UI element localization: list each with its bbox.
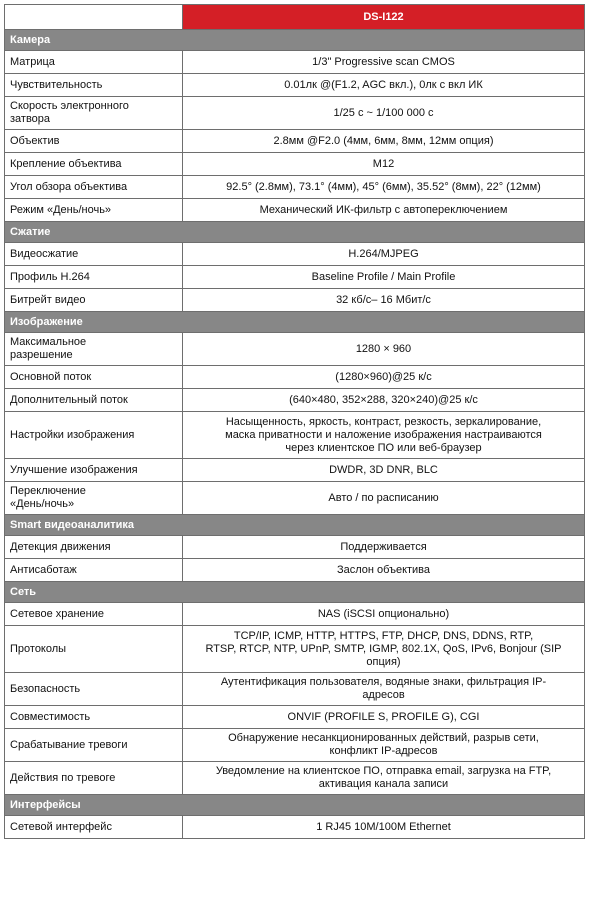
spec-value-line: конфликт IP-адресов bbox=[329, 745, 438, 757]
spec-key-line: Протоколы bbox=[10, 642, 67, 655]
header-blank-cell bbox=[5, 5, 183, 30]
spec-value bbox=[183, 289, 585, 312]
spec-key-line: разрешение bbox=[10, 349, 73, 361]
spec-value-line: H.264/MJPEG bbox=[348, 247, 419, 260]
spec-value-line: (640×480, 352×288, 320×240)@25 к/с bbox=[289, 393, 478, 406]
spec-key bbox=[5, 176, 183, 199]
spec-key bbox=[5, 816, 183, 839]
spec-key bbox=[5, 603, 183, 626]
spec-row bbox=[5, 482, 585, 515]
spec-value-line: Механический ИК-фильтр с автопереключением bbox=[259, 203, 508, 216]
spec-key bbox=[5, 536, 183, 559]
spec-key bbox=[5, 762, 183, 795]
spec-key-line: Объектив bbox=[10, 134, 60, 147]
spec-value-line: 1/25 с ~ 1/100 000 с bbox=[333, 106, 434, 119]
section-header-row bbox=[5, 515, 585, 536]
spec-row bbox=[5, 389, 585, 412]
spec-key-line: Видеосжатие bbox=[10, 247, 79, 260]
spec-row bbox=[5, 176, 585, 199]
spec-value bbox=[183, 673, 585, 706]
spec-row bbox=[5, 366, 585, 389]
spec-key bbox=[5, 673, 183, 706]
spec-key bbox=[5, 130, 183, 153]
spec-key-line: Сетевой интерфейс bbox=[10, 820, 112, 833]
spec-value bbox=[183, 706, 585, 729]
spec-value-line: опция) bbox=[366, 655, 401, 668]
spec-key-line: Крепление объектива bbox=[10, 157, 122, 170]
spec-table bbox=[4, 4, 585, 839]
spec-row bbox=[5, 706, 585, 729]
spec-value-line: адресов bbox=[362, 689, 405, 701]
spec-value bbox=[183, 243, 585, 266]
spec-value bbox=[183, 199, 585, 222]
spec-value bbox=[183, 459, 585, 482]
spec-value bbox=[183, 559, 585, 582]
spec-value bbox=[183, 482, 585, 515]
spec-key-line: Действия по тревоге bbox=[10, 771, 116, 784]
spec-value bbox=[183, 74, 585, 97]
spec-value-line: 1/3" Progressive scan CMOS bbox=[312, 55, 455, 68]
table-header-row bbox=[5, 5, 585, 30]
spec-key bbox=[5, 389, 183, 412]
spec-value-line: через клиентское ПО или веб-браузер bbox=[285, 441, 482, 454]
spec-key bbox=[5, 412, 183, 459]
spec-value-line: Обнаружение несанкционированных действий, разрыв сети, bbox=[228, 732, 539, 744]
spec-value bbox=[183, 366, 585, 389]
section-header-row bbox=[5, 30, 585, 51]
spec-key bbox=[5, 97, 183, 130]
spec-value-line: 1 RJ45 10M/100M Ethernet bbox=[316, 820, 451, 833]
spec-value bbox=[183, 816, 585, 839]
spec-row bbox=[5, 536, 585, 559]
spec-row bbox=[5, 199, 585, 222]
spec-value bbox=[183, 729, 585, 762]
spec-key bbox=[5, 153, 183, 176]
spec-value-line: 2.8мм @F2.0 (4мм, 6мм, 8мм, 12мм опция) bbox=[273, 134, 494, 147]
spec-table-body bbox=[5, 5, 585, 839]
section-header-row bbox=[5, 582, 585, 603]
spec-key-line: «День/ночь» bbox=[10, 498, 75, 510]
section-header-row bbox=[5, 312, 585, 333]
spec-row bbox=[5, 74, 585, 97]
spec-value bbox=[183, 603, 585, 626]
spec-value bbox=[183, 51, 585, 74]
spec-row bbox=[5, 459, 585, 482]
spec-key-line: Основной поток bbox=[10, 370, 92, 383]
spec-key bbox=[5, 459, 183, 482]
spec-key bbox=[5, 333, 183, 366]
spec-key-line: Режим «День/ночь» bbox=[10, 203, 112, 216]
spec-row bbox=[5, 130, 585, 153]
spec-key-line: Антисаботаж bbox=[10, 563, 77, 576]
spec-value-line: (1280×960)@25 к/с bbox=[335, 370, 432, 383]
section-title: Сеть bbox=[5, 582, 585, 603]
spec-value-line: 0.01лк @(F1.2, AGC вкл.), 0лк с вкл ИК bbox=[284, 78, 483, 91]
spec-key bbox=[5, 199, 183, 222]
spec-key bbox=[5, 559, 183, 582]
spec-value bbox=[183, 626, 585, 673]
spec-value-line: 92.5° (2.8мм), 73.1° (4мм), 45° (6мм), 35.52° (8мм), 22° (12мм) bbox=[226, 180, 541, 193]
spec-key bbox=[5, 706, 183, 729]
spec-key bbox=[5, 266, 183, 289]
spec-value bbox=[183, 176, 585, 199]
spec-value-line: ONVIF (PROFILE S, PROFILE G), CGI bbox=[287, 710, 480, 723]
spec-value bbox=[183, 536, 585, 559]
spec-key bbox=[5, 74, 183, 97]
spec-value-line: Уведомление на клиентское ПО, отправка email, загрузка на FTP, bbox=[215, 765, 552, 777]
spec-key-line: Дополнительный поток bbox=[10, 393, 128, 406]
spec-value-line: NAS (iSCSI опционально) bbox=[317, 607, 450, 620]
spec-value-line: Аутентификация пользователя, водяные знаки, фильтрация IP- bbox=[220, 676, 547, 688]
spec-value-line: RTSP, RTCP, NTP, UPnP, SMTP, IGMP, 802.1X, QoS, IPv6, Bonjour (SIP bbox=[205, 642, 562, 655]
spec-value-line: Насыщенность, яркость, контраст, резкость, зеркалирование, bbox=[225, 415, 542, 428]
model-title: DS-I122 bbox=[183, 5, 585, 30]
spec-key-line: Улучшение изображения bbox=[10, 463, 138, 476]
spec-value bbox=[183, 389, 585, 412]
section-title: Smart видеоаналитика bbox=[5, 515, 585, 536]
spec-row bbox=[5, 153, 585, 176]
spec-value bbox=[183, 412, 585, 459]
spec-value-line: TCP/IP, ICMP, HTTP, HTTPS, FTP, DHCP, DNS, DDNS, RTP, bbox=[233, 629, 534, 642]
spec-value bbox=[183, 130, 585, 153]
spec-key-line: Срабатывание тревоги bbox=[10, 738, 128, 751]
spec-value-line: 32 кб/с– 16 Мбит/с bbox=[336, 293, 431, 306]
spec-key bbox=[5, 289, 183, 312]
section-title: Камера bbox=[5, 30, 585, 51]
spec-row bbox=[5, 51, 585, 74]
section-header-row bbox=[5, 222, 585, 243]
spec-row bbox=[5, 673, 585, 706]
spec-row bbox=[5, 762, 585, 795]
spec-row bbox=[5, 603, 585, 626]
spec-key-line: Матрица bbox=[10, 55, 55, 68]
spec-row bbox=[5, 266, 585, 289]
spec-row bbox=[5, 412, 585, 459]
section-title: Сжатие bbox=[5, 222, 585, 243]
spec-row bbox=[5, 333, 585, 366]
spec-value-line: Заслон объектива bbox=[336, 563, 431, 576]
spec-value bbox=[183, 333, 585, 366]
spec-value-line: Поддерживается bbox=[340, 540, 427, 553]
spec-key-line: Настройки изображения bbox=[10, 428, 135, 441]
spec-key-line: Битрейт видео bbox=[10, 293, 86, 306]
spec-key bbox=[5, 626, 183, 673]
spec-key bbox=[5, 366, 183, 389]
spec-value-line: M12 bbox=[372, 157, 395, 170]
spec-row bbox=[5, 816, 585, 839]
spec-key-line: Безопасность bbox=[10, 682, 81, 695]
spec-key bbox=[5, 729, 183, 762]
spec-key-line: Профиль H.264 bbox=[10, 270, 90, 283]
spec-value-line: Baseline Profile / Main Profile bbox=[311, 270, 456, 283]
spec-row bbox=[5, 97, 585, 130]
spec-row bbox=[5, 289, 585, 312]
spec-row bbox=[5, 729, 585, 762]
spec-value-line: 1280 × 960 bbox=[355, 342, 412, 355]
spec-value-line: маска приватности и наложение изображения настраиваются bbox=[225, 428, 542, 441]
spec-key bbox=[5, 51, 183, 74]
section-header-row bbox=[5, 795, 585, 816]
spec-value-line: Авто / по расписанию bbox=[328, 491, 439, 504]
section-title: Интерфейсы bbox=[5, 795, 585, 816]
spec-value-line: активация канала записи bbox=[318, 778, 449, 790]
spec-value bbox=[183, 266, 585, 289]
spec-key-line: Совместимость bbox=[10, 710, 91, 723]
spec-key bbox=[5, 482, 183, 515]
spec-key-line: Сетевое хранение bbox=[10, 607, 105, 620]
spec-row bbox=[5, 559, 585, 582]
spec-key bbox=[5, 243, 183, 266]
spec-row bbox=[5, 243, 585, 266]
spec-key-line: Скорость электронного bbox=[10, 100, 129, 112]
spec-key-line: Чувствительность bbox=[10, 78, 103, 91]
spec-row bbox=[5, 626, 585, 673]
spec-key-line: Переключение bbox=[10, 485, 86, 497]
spec-value bbox=[183, 153, 585, 176]
spec-key-line: Детекция движения bbox=[10, 540, 111, 553]
spec-key-line: затвора bbox=[10, 113, 51, 125]
section-title: Изображение bbox=[5, 312, 585, 333]
spec-value-line: DWDR, 3D DNR, BLC bbox=[329, 463, 438, 476]
spec-value bbox=[183, 97, 585, 130]
spec-key-line: Угол обзора объектива bbox=[10, 180, 128, 193]
spec-key-line: Максимальное bbox=[10, 336, 87, 348]
spec-value bbox=[183, 762, 585, 795]
